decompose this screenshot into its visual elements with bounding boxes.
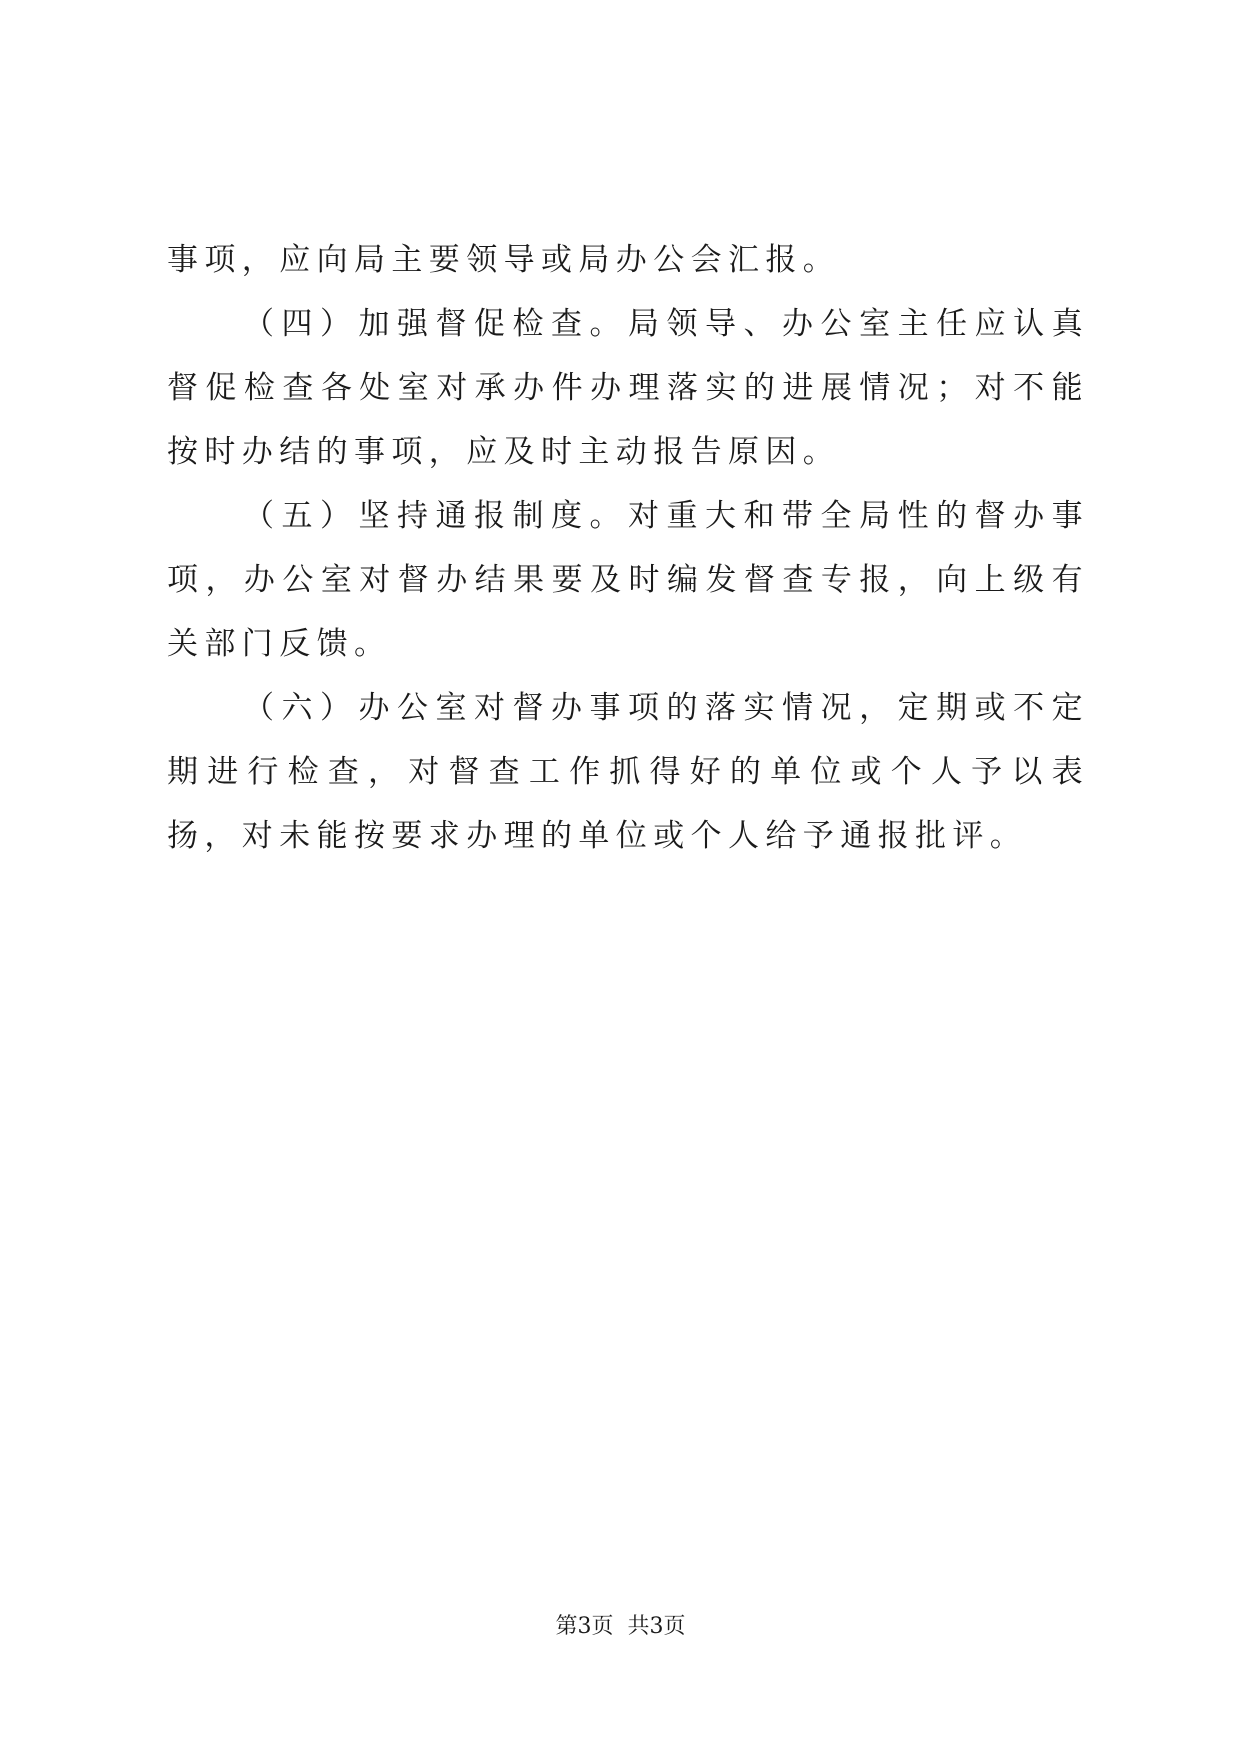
page-footer <box>0 1612 1241 1642</box>
paragraph-item-4: （四）加强督促检查。局领导、办公室主任应认真督促检查各处室对承办件办理落实的进展情况；对不能按时办结的事项，应及时主动报告原因。 <box>167 306 1089 470</box>
paragraph-item-5: （五）坚持通报制度。对重大和带全局性的督办事项，办公室对督办结果要及时编发督查专报，向上级有关部门反馈。 <box>167 498 1089 662</box>
paragraph-item-6: （六）办公室对督办事项的落实情况，定期或不定期进行检查，对督查工作抓得好的单位或个人予以表扬，对未能按要求办理的单位或个人给予通报批评。 <box>167 690 1089 854</box>
document-body <box>167 228 1089 868</box>
page-total: 共3页 <box>627 1614 686 1639</box>
page-number: 第3页 <box>555 1614 614 1639</box>
paragraph-continuation: 事项，应向局主要领导或局办公会汇报。 <box>167 242 841 278</box>
